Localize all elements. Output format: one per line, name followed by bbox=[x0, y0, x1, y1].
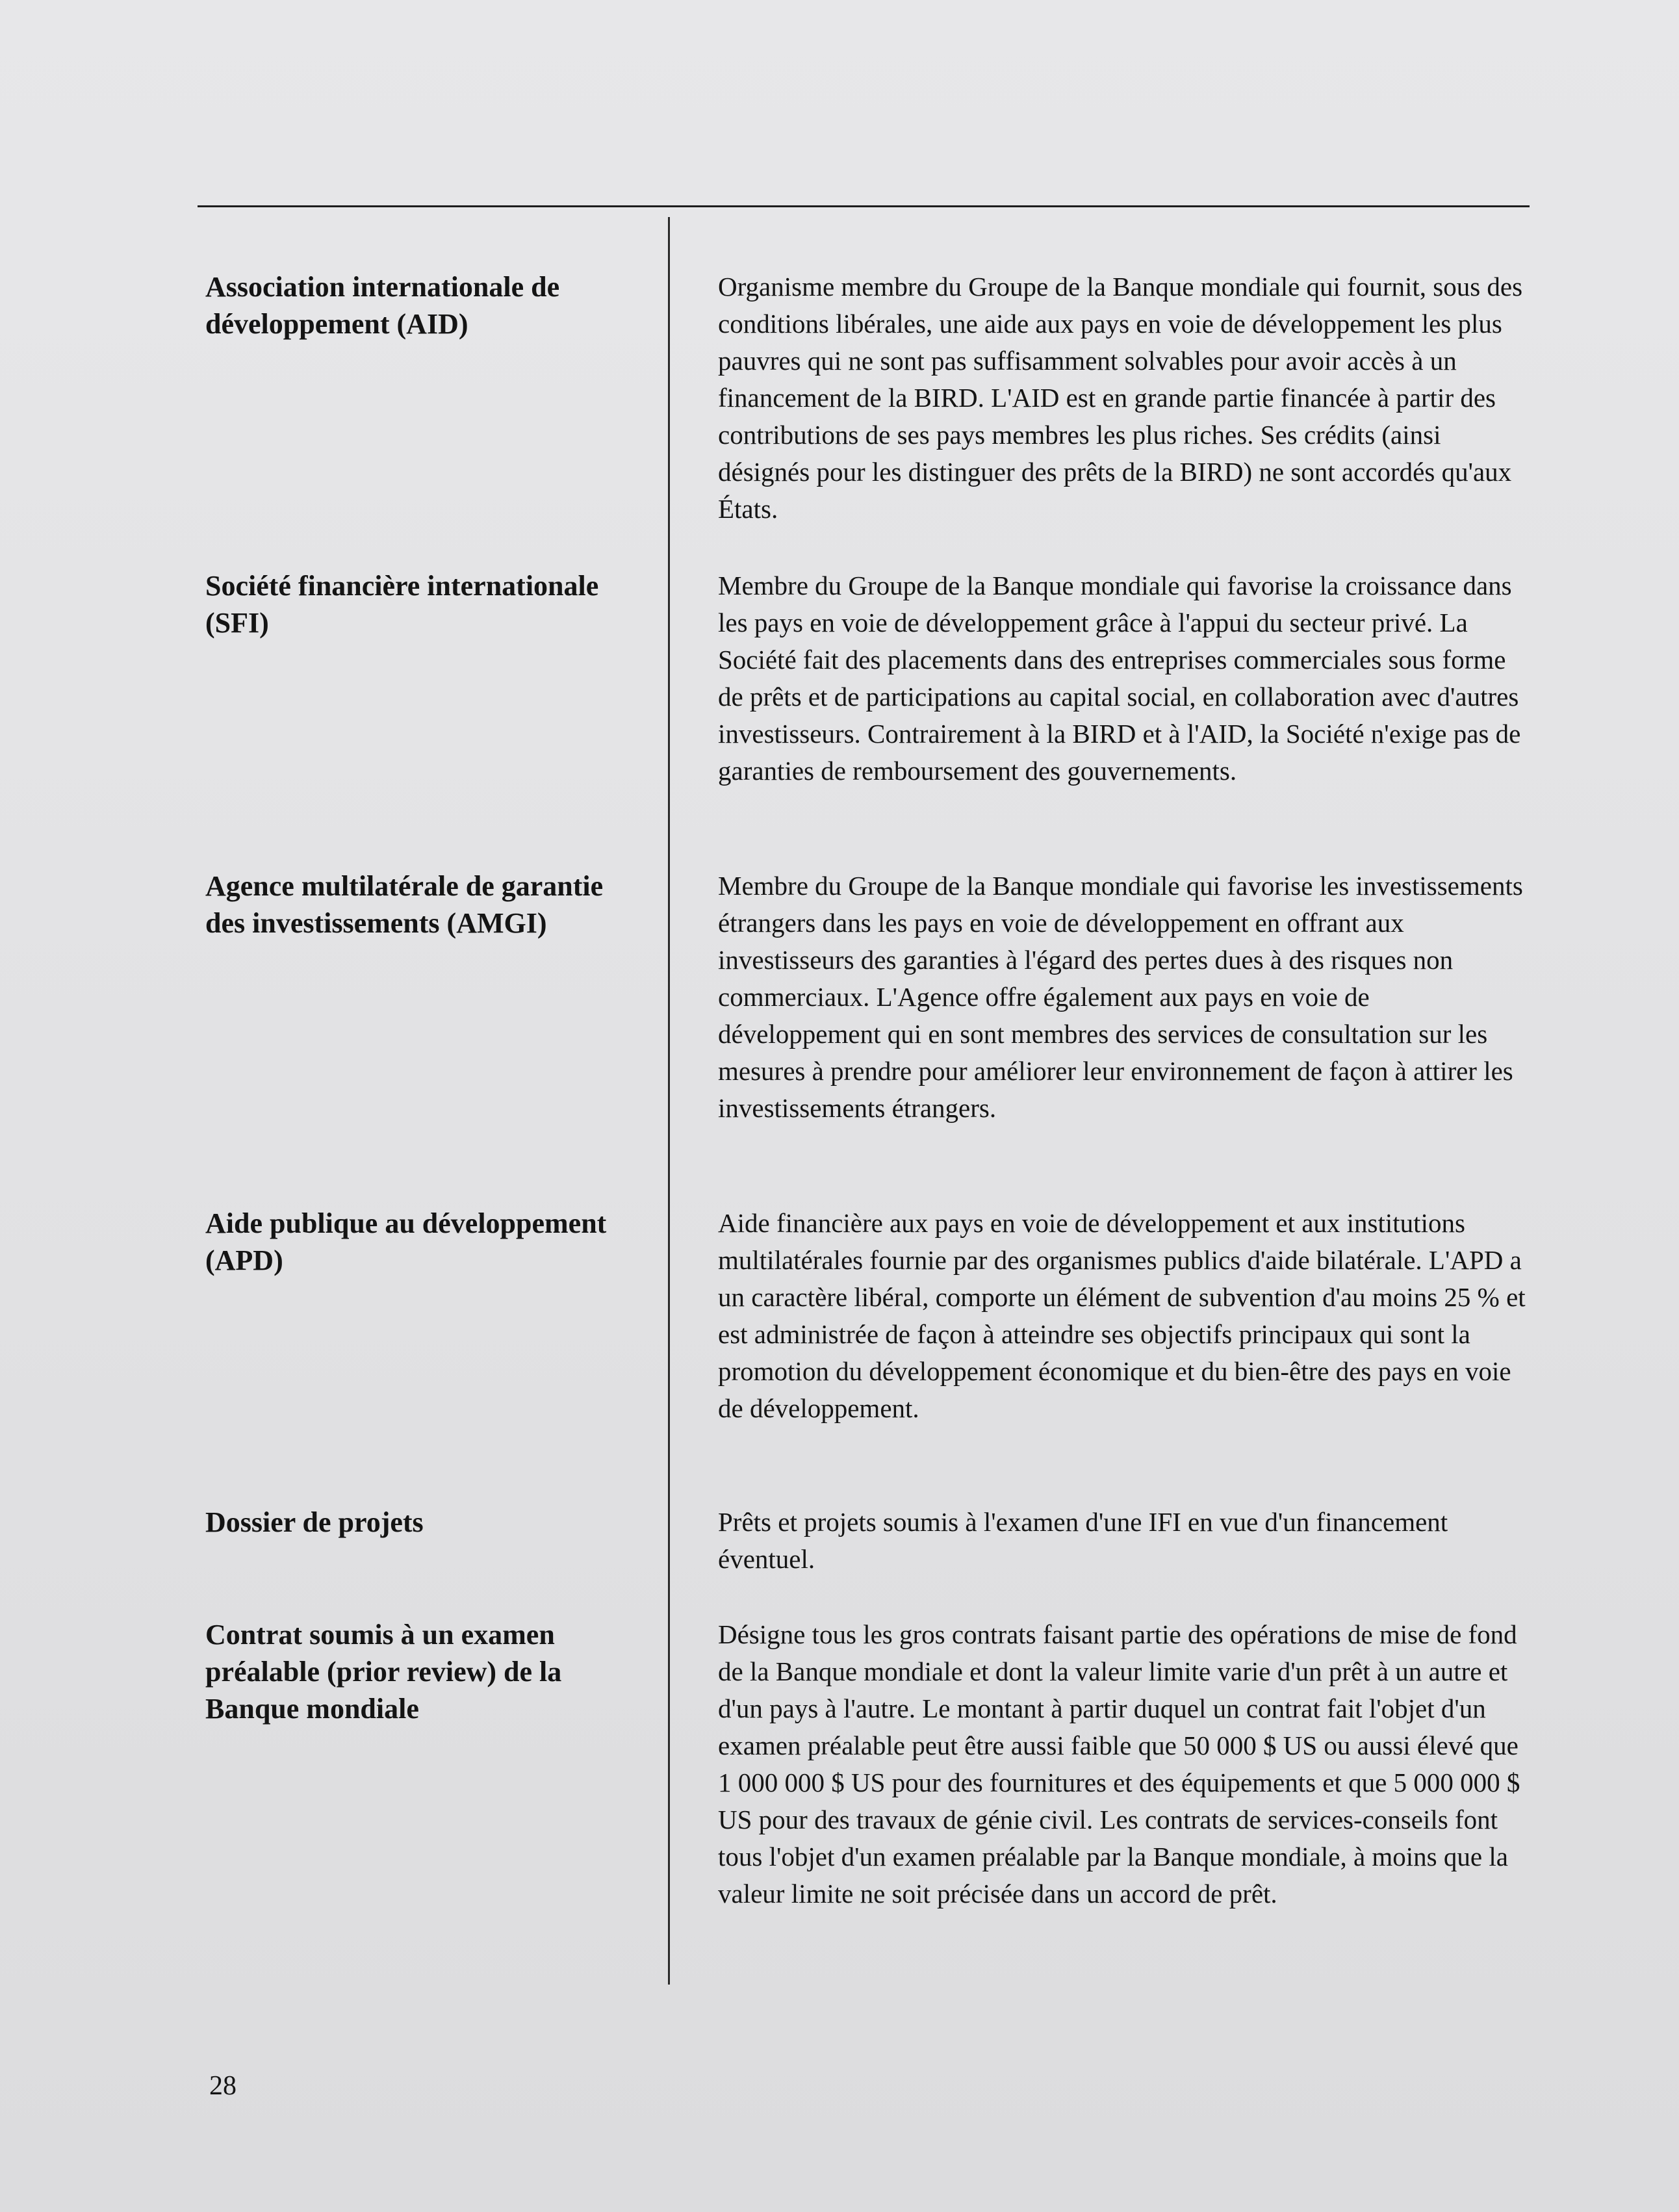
glossary-definition: Membre du Groupe de la Banque mondiale qui favorise la croissance dans les pays en voie de développement grâce à l'appui du secteur privé. La Société fait des placements dans des entreprises commerciales sous forme de prêts et de participations au capital social, en collaboration avec d'autres investisseurs. Contrairement à la BIRD et à l'AID, la Société n'exige pas de garanties de remboursement des gouvernements. bbox=[718, 571, 1521, 786]
glossary-definition: Membre du Groupe de la Banque mondiale qui favorise les investissements étrangers dans les pays en voie de développement en offrant aux investisseurs des garanties à l'égard des pertes dues à des risques non commerciaux. L'Agence offre également aux pays en voie de développement qui en sont membres des services de consultation sur les mesures à prendre pour améliorer leur environnement de façon à attirer les investissements étrangers. bbox=[718, 871, 1523, 1123]
top-rule bbox=[198, 205, 1530, 207]
glossary-term: Dossier de projets bbox=[205, 1506, 424, 1538]
glossary-term: Aide publique au développement (APD) bbox=[205, 1207, 607, 1276]
glossary-definition: Organisme membre du Groupe de la Banque mondiale qui fournit, sous des conditions libérales, une aide aux pays en voie de développement les plus pauvres qui ne sont pas suffisamment solvables pour avoir accès à un financement de la BIRD. L'AID est en grande partie financée à partir des contributions de ses pays membres les plus riches. Ses crédits (ainsi désignés pour les distinguer des prêts de la BIRD) ne sont accordés qu'aux États. bbox=[718, 272, 1523, 524]
column-divider bbox=[668, 217, 670, 1985]
page-number: 28 bbox=[209, 2071, 237, 2101]
glossary-definition: Désigne tous les gros contrats faisant partie des opérations de mise de fond de la Banque mondiale et dont la valeur limite varie d'un prêt à un autre et d'un pays à l'autre. Le montant à partir duquel un contrat fait l'objet d'un examen préalable peut être aussi faible que 50 000 $ US ou aussi élevé que 1 000 000 $ US pour des fournitures et des équipements et que 5 000 000 $ US pour des travaux de génie civil. Les contrats de services-conseils font tous l'objet d'un examen préalable par la Banque mondiale, à moins que la valeur limite ne soit précisée dans un accord de prêt. bbox=[718, 1619, 1520, 1909]
glossary-definition: Prêts et projets soumis à l'examen d'une IFI en vue d'un financement éventuel. bbox=[718, 1507, 1448, 1574]
glossary-term: Association internationale de développement (AID) bbox=[205, 271, 560, 340]
glossary-definition: Aide financière aux pays en voie de développement et aux institutions multilatérales fournie par des organismes publics d'aide bilatérale. L'APD a un caractère libéral, comporte un élément de subvention d'au moins 25 % et est administrée de façon à atteindre ses objectifs principaux qui sont la promotion du développement économique et du bien-être des pays en voie de développement. bbox=[718, 1208, 1526, 1423]
glossary-term: Agence multilatérale de garantie des investissements (AMGI) bbox=[205, 870, 604, 939]
glossary-term: Société financière internationale (SFI) bbox=[205, 570, 599, 639]
glossary-term: Contrat soumis à un examen préalable (prior review) de la Banque mondiale bbox=[205, 1619, 562, 1725]
